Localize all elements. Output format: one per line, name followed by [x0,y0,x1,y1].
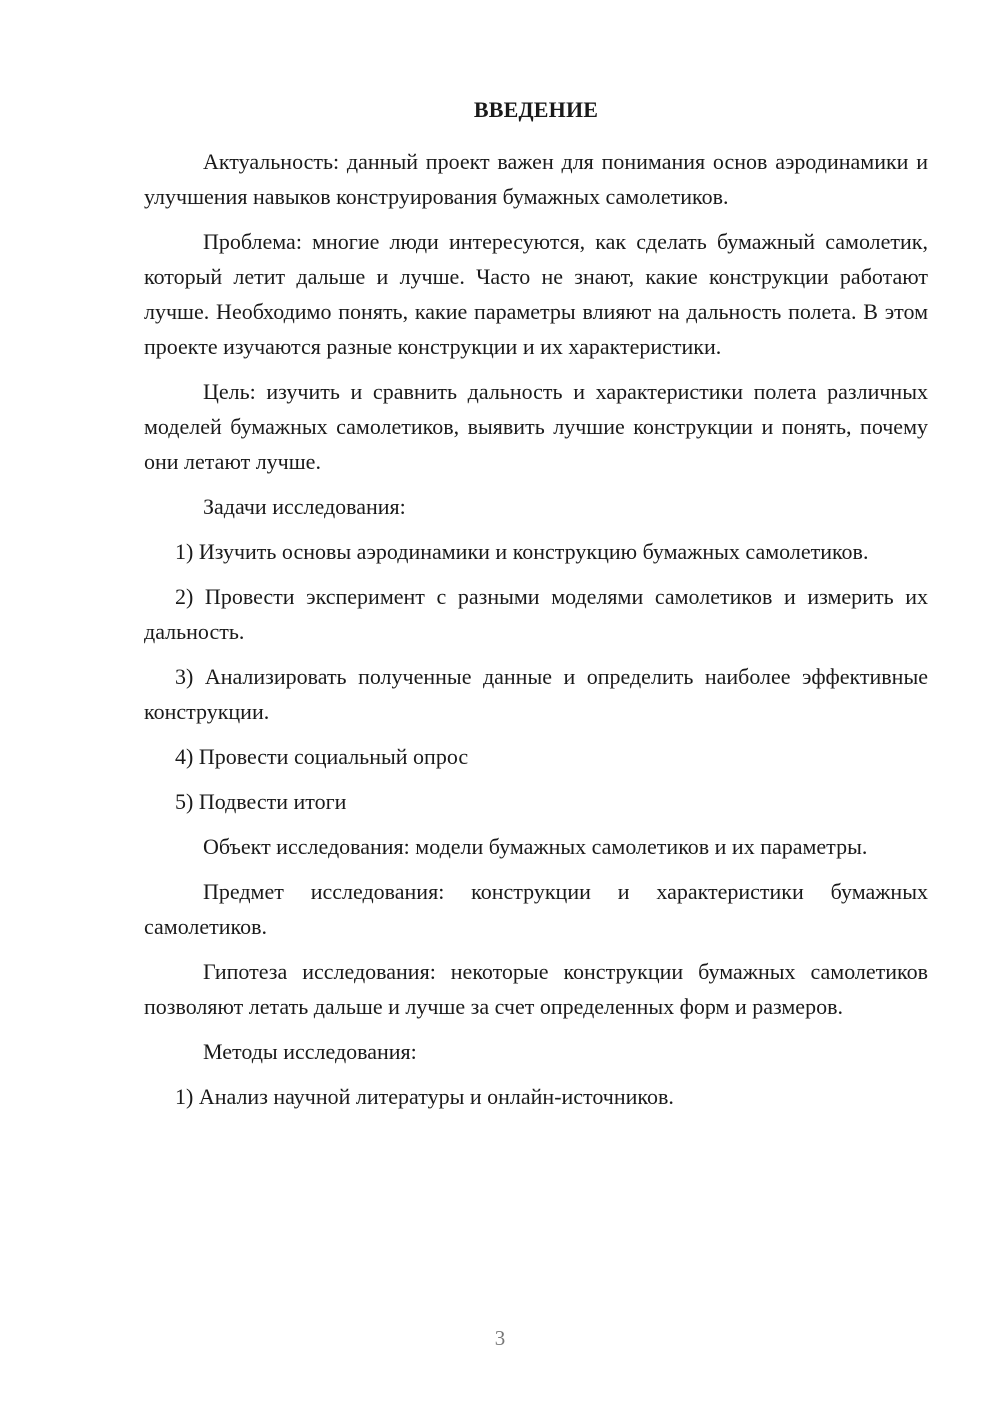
list-item-task-1: 1) Изучить основы аэродинамики и конструкцию бумажных самолетиков. [175,539,869,564]
paragraph-problem: Проблема: многие люди интересуются, как сделать бумажный самолетик, который летит дальше и лучше. Часто не знают, какие конструкции работают лучше. Необходимо понять, какие параметры влияют на дальность полета. В этом проекте изучаются разные конструкции и их характеристики. [144,229,928,359]
list-item-method-1: 1) Анализ научной литературы и онлайн-источников. [175,1084,674,1109]
list-item-task-2: 2) Провести эксперимент с разными моделями самолетиков и измерить их дальность. [144,584,928,644]
list-item-task-5: 5) Подвести итоги [175,789,347,814]
list-item-task-4: 4) Провести социальный опрос [175,744,469,769]
paragraph-hypothesis: Гипотеза исследования: некоторые конструкции бумажных самолетиков позволяют летать дальше и лучше за счет определенных форм и размеров. [144,959,928,1019]
paragraph-methods-heading: Методы исследования: [203,1039,417,1064]
page-number: 3 [494,1326,506,1350]
paragraph-tasks-heading: Задачи исследования: [203,494,406,519]
paragraph-relevance: Актуальность: данный проект важен для понимания основ аэродинамики и улучшения навыков конструирования бумажных самолетиков. [144,149,928,209]
paragraph-goal: Цель: изучить и сравнить дальность и характеристики полета различных моделей бумажных самолетиков, выявить лучшие конструкции и понять, почему они летают лучше. [144,379,928,474]
list-item-task-3: 3) Анализировать полученные данные и определить наиболее эффективные конструкции. [144,664,928,724]
document-page [144,94,928,1124]
page-title: ВВЕДЕНИЕ [473,97,599,122]
paragraph-subject: Предмет исследования: конструкции и характеристики бумажных самолетиков. [144,879,928,939]
paragraph-object: Объект исследования: модели бумажных самолетиков и их параметры. [203,834,868,859]
